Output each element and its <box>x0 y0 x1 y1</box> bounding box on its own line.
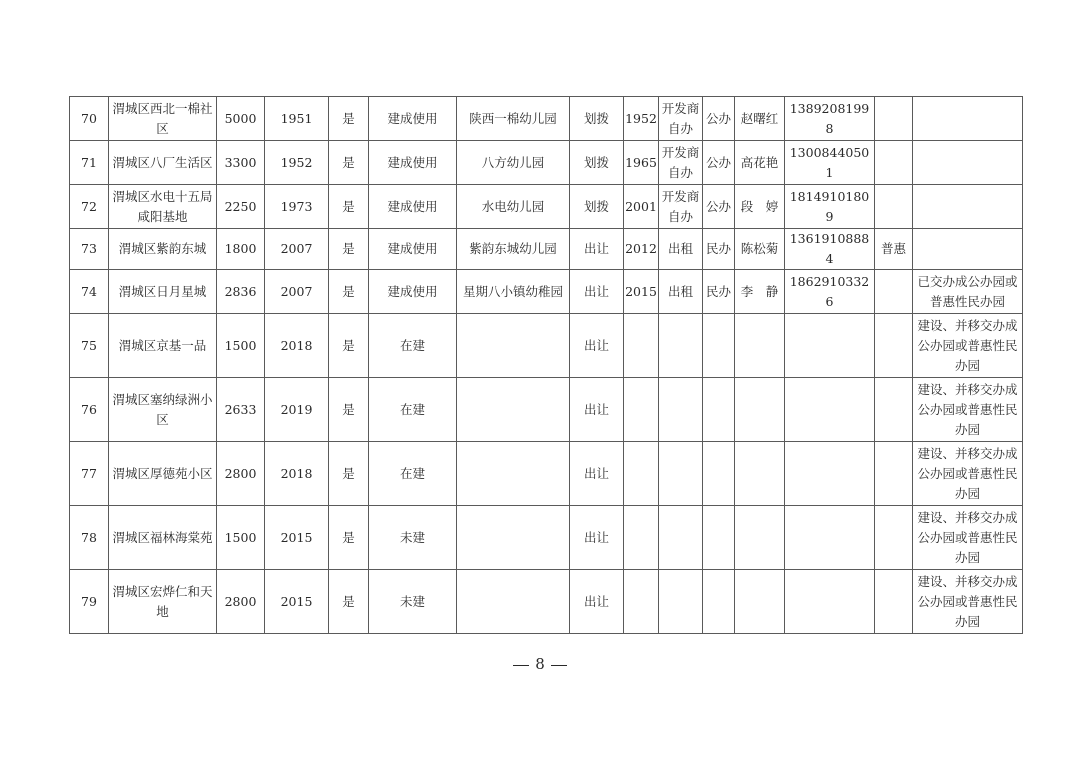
area-cell: 1500 <box>217 314 265 378</box>
type-cell <box>875 506 913 570</box>
land-cell: 出让 <box>570 570 624 634</box>
year-cell: 1951 <box>265 97 329 141</box>
kindergarten-cell <box>457 570 570 634</box>
status-cell: 在建 <box>369 378 457 442</box>
land-cell: 出让 <box>570 229 624 270</box>
nature-cell: 公办 <box>703 185 735 229</box>
area-cell: 3300 <box>217 141 265 185</box>
contact-cell: 李 静 <box>735 270 785 314</box>
status-cell: 建成使用 <box>369 229 457 270</box>
land-cell: 出让 <box>570 442 624 506</box>
land-cell: 划拨 <box>570 97 624 141</box>
match-cell: 是 <box>329 185 369 229</box>
open-year-cell <box>624 442 659 506</box>
operator-cell <box>659 442 703 506</box>
remark-cell: 建设、并移交办成公办园或普惠性民办园 <box>913 506 1023 570</box>
nature-cell: 公办 <box>703 97 735 141</box>
nature-cell <box>703 378 735 442</box>
phone-cell: 18149101809 <box>785 185 875 229</box>
community-cell: 渭城区福林海棠苑 <box>109 506 217 570</box>
community-cell: 渭城区京基一品 <box>109 314 217 378</box>
row-number-cell: 78 <box>70 506 109 570</box>
remark-cell: 建设、并移交办成公办园或普惠性民办园 <box>913 314 1023 378</box>
match-cell: 是 <box>329 506 369 570</box>
land-cell: 划拨 <box>570 185 624 229</box>
contact-cell: 段 婷 <box>735 185 785 229</box>
operator-cell: 开发商自办 <box>659 97 703 141</box>
area-cell: 2633 <box>217 378 265 442</box>
table-row <box>70 506 1023 570</box>
status-cell: 建成使用 <box>369 97 457 141</box>
nature-cell <box>703 314 735 378</box>
kindergarten-cell: 星期八小镇幼稚园 <box>457 270 570 314</box>
page-number: 8 <box>535 655 545 673</box>
contact-cell <box>735 314 785 378</box>
open-year-cell: 1965 <box>624 141 659 185</box>
open-year-cell: 2012 <box>624 229 659 270</box>
table-row <box>70 570 1023 634</box>
type-cell <box>875 185 913 229</box>
area-cell: 1500 <box>217 506 265 570</box>
land-cell: 出让 <box>570 506 624 570</box>
type-cell <box>875 141 913 185</box>
community-cell: 渭城区日月星城 <box>109 270 217 314</box>
kindergarten-cell <box>457 378 570 442</box>
match-cell: 是 <box>329 270 369 314</box>
phone-cell <box>785 378 875 442</box>
row-number-cell: 77 <box>70 442 109 506</box>
remark-cell: 建设、并移交办成公办园或普惠性民办园 <box>913 570 1023 634</box>
phone-cell <box>785 442 875 506</box>
type-cell <box>875 97 913 141</box>
year-cell: 2015 <box>265 506 329 570</box>
type-cell: 普惠 <box>875 229 913 270</box>
match-cell: 是 <box>329 378 369 442</box>
year-cell: 1973 <box>265 185 329 229</box>
community-cell: 渭城区八厂生活区 <box>109 141 217 185</box>
community-cell: 渭城区紫韵东城 <box>109 229 217 270</box>
area-cell: 2800 <box>217 442 265 506</box>
match-cell: 是 <box>329 442 369 506</box>
row-number-cell: 70 <box>70 97 109 141</box>
area-cell: 2800 <box>217 570 265 634</box>
status-cell: 未建 <box>369 570 457 634</box>
table-row <box>70 141 1023 185</box>
year-cell: 1952 <box>265 141 329 185</box>
type-cell <box>875 570 913 634</box>
status-cell: 在建 <box>369 442 457 506</box>
phone-cell: 13008440501 <box>785 141 875 185</box>
row-number-cell: 75 <box>70 314 109 378</box>
status-cell: 建成使用 <box>369 270 457 314</box>
operator-cell: 开发商自办 <box>659 141 703 185</box>
year-cell: 2018 <box>265 442 329 506</box>
row-number-cell: 76 <box>70 378 109 442</box>
match-cell: 是 <box>329 314 369 378</box>
status-cell: 未建 <box>369 506 457 570</box>
year-cell: 2019 <box>265 378 329 442</box>
footer-dash-right <box>551 665 567 666</box>
table-body <box>70 97 1023 634</box>
contact-cell <box>735 442 785 506</box>
row-number-cell: 73 <box>70 229 109 270</box>
type-cell <box>875 378 913 442</box>
remark-cell <box>913 141 1023 185</box>
phone-cell: 13892081998 <box>785 97 875 141</box>
remark-cell: 已交办成公办园或普惠性民办园 <box>913 270 1023 314</box>
area-cell: 2250 <box>217 185 265 229</box>
nature-cell <box>703 570 735 634</box>
area-cell: 5000 <box>217 97 265 141</box>
contact-cell <box>735 570 785 634</box>
year-cell: 2007 <box>265 270 329 314</box>
nature-cell <box>703 506 735 570</box>
kindergarten-cell <box>457 506 570 570</box>
row-number-cell: 74 <box>70 270 109 314</box>
nature-cell: 民办 <box>703 229 735 270</box>
remark-cell <box>913 185 1023 229</box>
area-cell: 2836 <box>217 270 265 314</box>
nature-cell: 公办 <box>703 141 735 185</box>
open-year-cell <box>624 378 659 442</box>
phone-cell <box>785 570 875 634</box>
land-cell: 划拨 <box>570 141 624 185</box>
kindergarten-cell: 陕西一棉幼儿园 <box>457 97 570 141</box>
match-cell: 是 <box>329 97 369 141</box>
year-cell: 2015 <box>265 570 329 634</box>
type-cell <box>875 270 913 314</box>
community-cell: 渭城区宏烨仁和天地 <box>109 570 217 634</box>
community-cell: 渭城区厚德苑小区 <box>109 442 217 506</box>
nature-cell: 民办 <box>703 270 735 314</box>
operator-cell: 出租 <box>659 270 703 314</box>
year-cell: 2007 <box>265 229 329 270</box>
community-cell: 渭城区塞纳绿洲小区 <box>109 378 217 442</box>
contact-cell: 陈松菊 <box>735 229 785 270</box>
open-year-cell <box>624 314 659 378</box>
table-row <box>70 442 1023 506</box>
operator-cell <box>659 506 703 570</box>
community-cell: 渭城区西北一棉社区 <box>109 97 217 141</box>
table-row <box>70 97 1023 141</box>
contact-cell: 高花艳 <box>735 141 785 185</box>
footer-dash-left <box>513 665 529 666</box>
year-cell: 2018 <box>265 314 329 378</box>
contact-cell <box>735 378 785 442</box>
open-year-cell: 1952 <box>624 97 659 141</box>
type-cell <box>875 442 913 506</box>
table-row <box>70 270 1023 314</box>
status-cell: 建成使用 <box>369 185 457 229</box>
kindergarten-cell: 八方幼儿园 <box>457 141 570 185</box>
kindergarten-cell: 紫韵东城幼儿园 <box>457 229 570 270</box>
open-year-cell <box>624 506 659 570</box>
phone-cell <box>785 506 875 570</box>
kindergarten-cell <box>457 442 570 506</box>
phone-cell: 13619108884 <box>785 229 875 270</box>
table-row <box>70 378 1023 442</box>
operator-cell: 出租 <box>659 229 703 270</box>
phone-cell <box>785 314 875 378</box>
open-year-cell: 2001 <box>624 185 659 229</box>
area-cell: 1800 <box>217 229 265 270</box>
community-cell: 渭城区水电十五局咸阳基地 <box>109 185 217 229</box>
kindergarten-cell <box>457 314 570 378</box>
land-cell: 出让 <box>570 378 624 442</box>
match-cell: 是 <box>329 570 369 634</box>
row-number-cell: 79 <box>70 570 109 634</box>
kindergarten-cell: 水电幼儿园 <box>457 185 570 229</box>
type-cell <box>875 314 913 378</box>
row-number-cell: 72 <box>70 185 109 229</box>
phone-cell: 18629103326 <box>785 270 875 314</box>
status-cell: 在建 <box>369 314 457 378</box>
operator-cell: 开发商自办 <box>659 185 703 229</box>
kindergarten-table <box>69 96 1023 634</box>
table-row <box>70 185 1023 229</box>
contact-cell: 赵曙红 <box>735 97 785 141</box>
status-cell: 建成使用 <box>369 141 457 185</box>
remark-cell <box>913 97 1023 141</box>
land-cell: 出让 <box>570 314 624 378</box>
operator-cell <box>659 378 703 442</box>
remark-cell: 建设、并移交办成公办园或普惠性民办园 <box>913 378 1023 442</box>
page-footer <box>0 655 1080 673</box>
operator-cell <box>659 570 703 634</box>
remark-cell <box>913 229 1023 270</box>
table-row <box>70 314 1023 378</box>
land-cell: 出让 <box>570 270 624 314</box>
match-cell: 是 <box>329 229 369 270</box>
match-cell: 是 <box>329 141 369 185</box>
remark-cell: 建设、并移交办成公办园或普惠性民办园 <box>913 442 1023 506</box>
contact-cell <box>735 506 785 570</box>
open-year-cell <box>624 570 659 634</box>
operator-cell <box>659 314 703 378</box>
row-number-cell: 71 <box>70 141 109 185</box>
table-row <box>70 229 1023 270</box>
open-year-cell: 2015 <box>624 270 659 314</box>
nature-cell <box>703 442 735 506</box>
